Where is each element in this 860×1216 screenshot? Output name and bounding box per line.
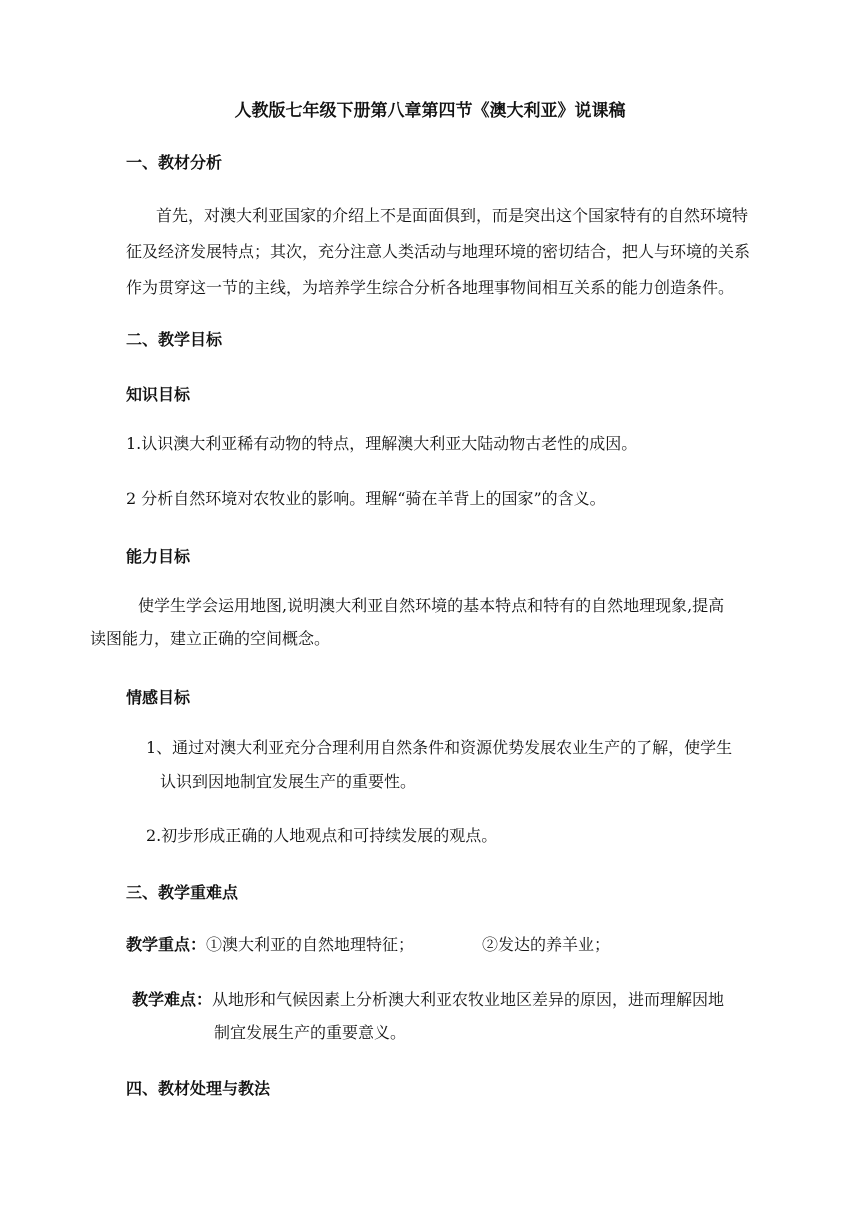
paragraph-line: 征及经济发展特点；其次，充分注意人类活动与地理环境的密切结合，把人与环境的关系 (126, 242, 751, 261)
key-point: ①澳大利亚的自然地理特征； (206, 935, 415, 954)
emotion-goal-line: 认识到因地制宜发展生产的重要性。 (160, 772, 417, 791)
difficult-points-row (132, 982, 724, 1018)
paragraph-line: 首先，对澳大利亚国家的介绍上不是面面俱到，而是突出这个国家特有的自然环境特 (156, 206, 749, 225)
ability-goal-line: 读图能力，建立正确的空间概念。 (90, 629, 331, 648)
difficult-points-label: 教学难点： (132, 990, 213, 1009)
subheading-knowledge-goals: 知识目标 (126, 385, 191, 404)
section-heading-textbook-analysis: 一、教材分析 (126, 153, 223, 172)
subheading-ability-goals: 能力目标 (126, 547, 191, 566)
section-heading-key-difficult-points: 三、教学重难点 (126, 883, 239, 902)
knowledge-goal-item: 2 分析自然环境对农牧业的影响。理解“骑在羊背上的国家”的含义。 (126, 489, 606, 508)
ability-goal-line: 使学生学会运用地图,说明澳大利亚自然环境的基本特点和特有的自然地理现象,提高 (138, 596, 725, 615)
section-heading-teaching-goals: 二、教学目标 (126, 330, 223, 349)
emotion-goal-line: 1、通过对澳大利亚充分合理利用自然条件和资源优势发展农业生产的了解，使学生 (146, 738, 733, 757)
difficult-point-line: 从地形和气候因素上分析澳大利亚农牧业地区差异的原因，进而理解因地 (212, 990, 725, 1009)
document-title: 人教版七年级下册第八章第四节《澳大利亚》说课稿 (234, 101, 626, 121)
emotion-goal-item: 2.初步形成正确的人地观点和可持续发展的观点。 (146, 826, 498, 845)
subheading-emotion-goals: 情感目标 (126, 688, 191, 707)
key-point: ②发达的养羊业； (482, 935, 611, 954)
difficult-point-line: 制宜发展生产的重要意义。 (214, 1023, 407, 1042)
paragraph-line: 作为贯穿这一节的主线，为培养学生综合分析各地理事物间相互关系的能力创造条件。 (126, 278, 735, 297)
section-heading-teaching-methods: 四、教材处理与教法 (126, 1079, 271, 1098)
key-points-label: 教学重点： (126, 935, 207, 954)
key-points-row (126, 927, 414, 963)
knowledge-goal-item: 1.认识澳大利亚稀有动物的特点，理解澳大利亚大陆动物古老性的成因。 (126, 434, 638, 453)
